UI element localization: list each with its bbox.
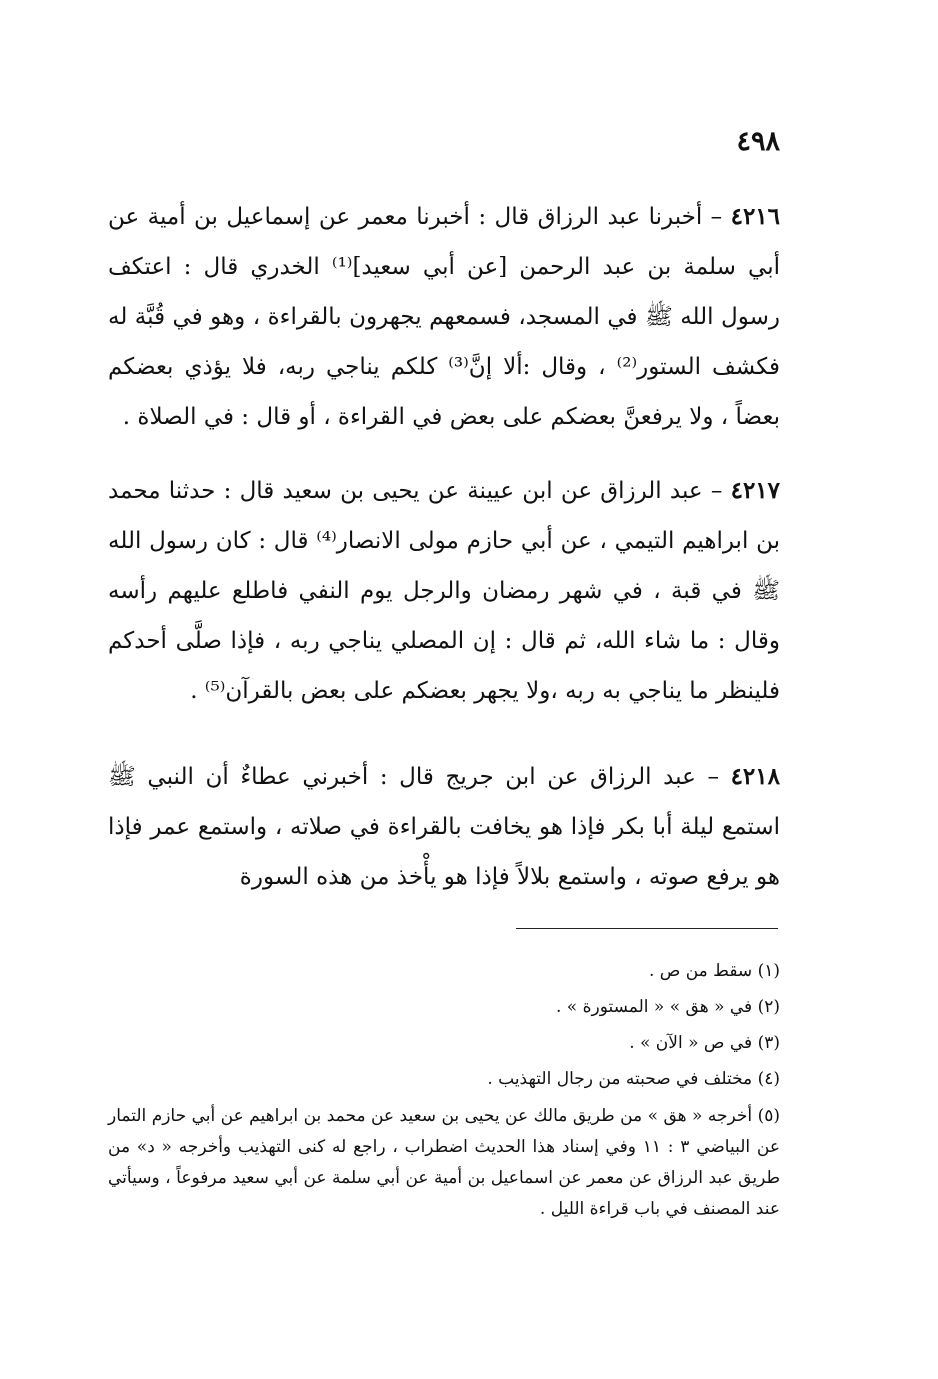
footnote-text: سقط من ص . xyxy=(648,961,753,981)
footnote-marker: (٤) xyxy=(757,1069,780,1089)
footnote-4 xyxy=(108,1061,780,1097)
footnotes xyxy=(108,953,780,1225)
footnote-3 xyxy=(108,1025,780,1061)
hadith-4216 xyxy=(108,192,780,442)
hadith-4217 xyxy=(108,466,780,716)
hadith-number: ٤٢١٨ xyxy=(730,763,780,790)
footnote-1 xyxy=(108,953,780,989)
footnote-marker: (٢) xyxy=(757,997,780,1017)
footnote-marker: (١) xyxy=(757,961,780,981)
hadith-number: ٤٢١٦ xyxy=(730,203,781,230)
footnote-separator xyxy=(516,928,778,929)
footnote-text: في ص « الآن » . xyxy=(629,1033,753,1053)
hadith-paragraph xyxy=(108,466,780,716)
footnote-text: أخرجه « هق » من طريق مالك عن يحيى بن سعيد عن محمد بن ابراهيم عن أبي حازم التمار عن البياضي ٣ : ١١ وفي إسناد هذا الحديث اضطراب ، راجع له كنى التهذيب وأخرجه « د» من طريق عبد الرزاق عن معمر عن اسماعيل بن أمية عن أبي سلمة عن أبي سعيد مرفوعاً ، وسيأتي عند المصنف في باب قراءة الليل . xyxy=(108,1106,781,1219)
footnote-5 xyxy=(108,1101,780,1225)
hadith-text: – عبد الرزاق عن ابن جريج قال : أخبرني عطاءٌ أن النبي ﷺ استمع ليلة أبا بكر فإذا هو يخافت بالقراءة في صلاته ، واستمع عمر فإذا هو يرفع صوته ، واستمع بلالاً فإذا هو يأْخذ من هذه السورة xyxy=(108,764,780,890)
footnote-marker: (٥) xyxy=(757,1106,780,1126)
hadith-paragraph xyxy=(108,752,780,902)
footnote-text: مختلف في صحبته من رجال التهذيب . xyxy=(487,1069,753,1089)
page-number: ٤٩٨ xyxy=(736,126,780,157)
hadith-4218 xyxy=(108,752,780,902)
footnote-2 xyxy=(108,989,780,1025)
hadith-paragraph xyxy=(108,192,780,442)
hadith-text: – عبد الرزاق عن ابن عيينة عن يحيى بن سعيد قال : حدثنا محمد بن ابراهيم التيمي ، عن أبي حازم مولى الانصار⁽⁴⁾ قال : كان رسول الله ﷺ في قبة ، في شهر رمضان والرجل يوم النفي فاطلع عليهم رأسه وقال : ما شاء الله، ثم قال : إن المصلي يناجي ربه ، فإذا صلَّى أحدكم فلينظر ما يناجي به ربه ،ولا يجهر بعضكم على بعض بالقرآن⁽⁵⁾ . xyxy=(108,478,780,704)
footnote-marker: (٣) xyxy=(757,1033,780,1053)
hadith-number: ٤٢١٧ xyxy=(730,477,781,504)
footnote-text: في « هق » « المستورة » . xyxy=(555,997,753,1017)
hadith-text: – أخبرنا عبد الرزاق قال : أخبرنا معمر عن إسماعيل بن أمية عن أبي سلمة بن عبد الرحمن [عن أبي سعيد]⁽¹⁾ الخدري قال : اعتكف رسول الله ﷺ في المسجد، فسمعهم يجهرون بالقراءة ، وهو في قُبَّة له فكشف الستور⁽²⁾ ، وقال :ألا إنَّ⁽³⁾ كلكم يناجي ربه، فلا يؤذي بعضكم بعضاً ، ولا يرفعنَّ بعضكم على بعض في القراءة ، أو قال : في الصلاة . xyxy=(108,204,781,430)
